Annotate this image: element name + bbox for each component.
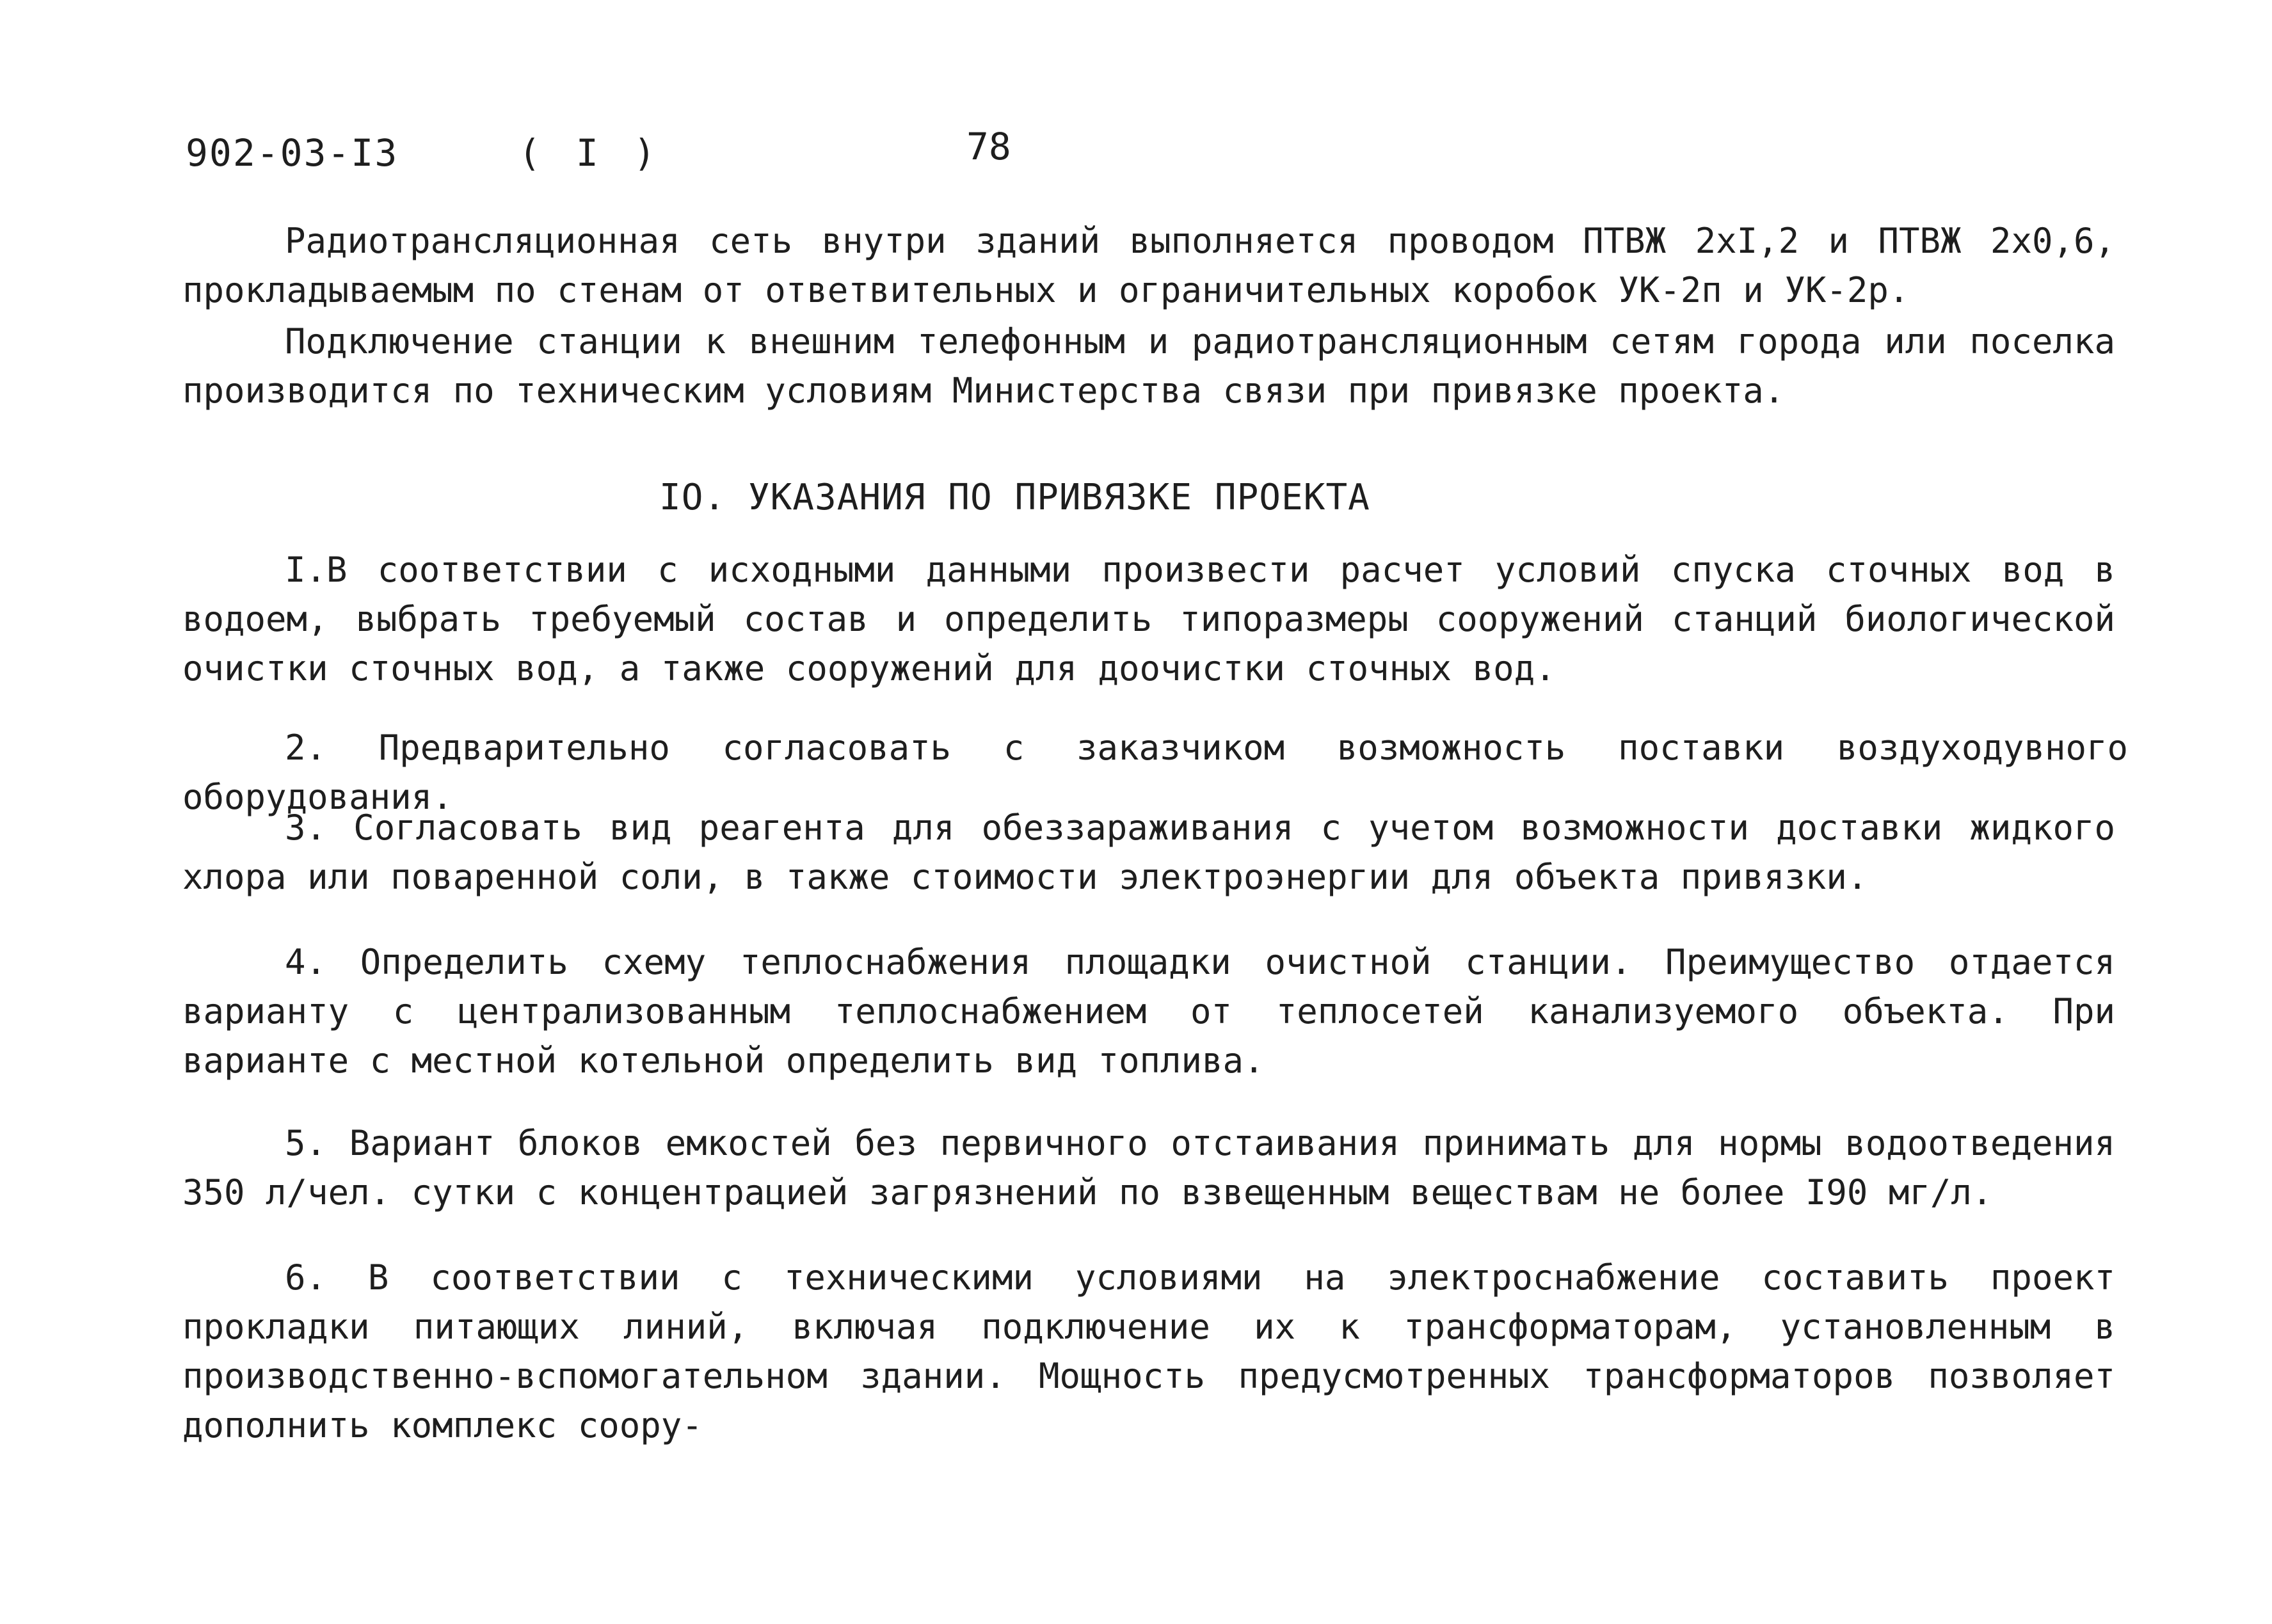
sheet-marker: ( I ) [518, 131, 662, 175]
page-number: 78 [966, 125, 1011, 168]
instruction-item-2: 2. Предварительно согласовать с заказчиком возможность поставки воздуходувного оборудования. [182, 728, 2128, 817]
instruction-item-5: 5. Вариант блоков емкостей без первичного отстаивания принимать для нормы водоотведения 350 л/чел. сутки с концентрацией загрязнений по взвещенным веществам не более I90 мг/л. [182, 1123, 2115, 1213]
intro-paragraph-connection: Подключение станции к внешним телефонным и радиотрансляционным сетям города или поселка производится по техническим условиям Министерства связи при привязке проекта. [182, 321, 2115, 411]
section-title: IO. УКАЗАНИЯ ПО ПРИВЯЗКЕ ПРОЕКТА [659, 477, 1370, 518]
instruction-item-4: 4. Определить схему теплоснабжения площадки очистной станции. Преимущество отдается варианту с централизованным теплоснабжением от теплосетей канализуемого объекта. При варианте с местной котельной определить вид топлива. [182, 942, 2115, 1081]
instruction-item-1: I.В соответствии с исходными данными произвести расчет условий спуска сточных вод в водоем, выбрать требуемый состав и определить типоразмеры сооружений станций биологической очистки сточных вод, а также сооружений для доочистки сточных вод. [182, 550, 2115, 689]
instruction-item-6: 6. В соответствии с техническими условиями на электроснабжение составить проект прокладки питающих линий, включая подключение их к трансформаторам, установленным в производственно-вспомогательном здании. Мощность предусмотренных трансформаторов позволяет дополнить комплекс соору- [182, 1257, 2115, 1445]
document-code: 902-03-I3 [186, 131, 399, 175]
intro-paragraph-radio-network: Радиотрансляционная сеть внутри зданий выполняется проводом ПТВЖ 2хI,2 и ПТВЖ 2х0,6, прокладываемым по стенам от ответвительных и ограничительных коробок УК-2п и УК-2р. [182, 221, 2115, 310]
instruction-item-3: 3. Согласовать вид реагента для обеззараживания с учетом возможности доставки жидкого хлора или поваренной соли, в также стоимости электроэнергии для объекта привязки. [182, 808, 2115, 897]
